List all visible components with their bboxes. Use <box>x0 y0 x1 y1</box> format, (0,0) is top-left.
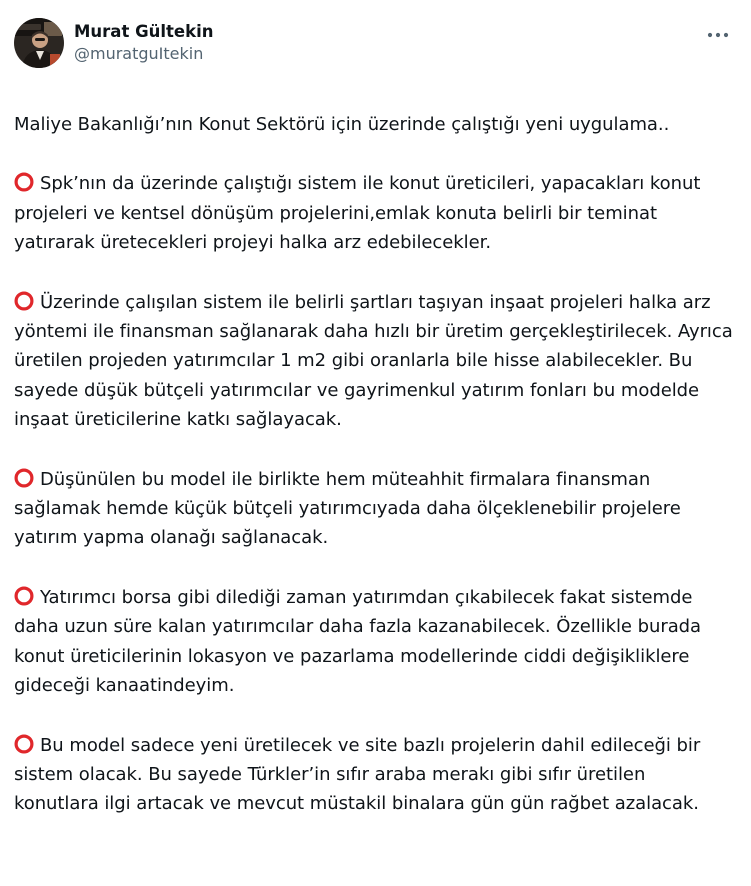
tweet-point <box>14 169 735 257</box>
author-display-name[interactable]: Murat Gültekin <box>74 22 214 41</box>
avatar[interactable] <box>14 18 64 68</box>
more-options-button[interactable] <box>703 20 733 50</box>
heavy-large-circle-icon <box>14 291 34 311</box>
tweet-point-text: Bu model sadece yeni üretilecek ve site bazlı projelerin dahil edileceği bir sistem olacak. Bu sayede Türkler’in sıfır araba merakı gibi sıfır üretilen konutlara ilgi artacak ve mevcut müstakil binalara gün gün rağbet azalacak. <box>14 734 701 815</box>
tweet-point <box>14 465 735 553</box>
author-handle[interactable]: @muratguItekin <box>74 44 204 63</box>
tweet-point <box>14 731 735 819</box>
heavy-large-circle-icon <box>14 172 34 192</box>
tweet-header <box>14 18 735 76</box>
avatar-photo-icon <box>14 18 64 68</box>
author-names <box>74 21 213 65</box>
heavy-large-circle-icon <box>14 468 34 488</box>
heavy-large-circle-icon <box>14 586 34 606</box>
tweet-point <box>14 288 735 435</box>
tweet-point-text: Spk’nın da üzerinde çalıştığı sistem ile konut üreticileri, yapacakları konut projeleri ve kentsel dönüşüm projelerini,emlak konuta belirli bir teminat yatırarak üretecekleri projeyi halka arz edebilecekler. <box>14 173 701 254</box>
heavy-large-circle-icon <box>14 734 34 754</box>
tweet-point-text: Üzerinde çalışılan sistem ile belirli şartları taşıyan inşaat projeleri halka arz yöntemi ile finansman sağlanarak daha hızlı bir üretim gerçekleştirilecek. Ayrıca üretilen projeden yatırımcılar 1 m2 gibi oranlarla bile hisse alabilecekler. Bu sayede düşük bütçeli yatırımcılar ve gayrimenkul yatırım fonları bu modelde inşaat üreticilerine katkı sağlayacak. <box>14 291 733 431</box>
tweet-text <box>14 110 735 819</box>
tweet-point-text: Yatırımcı borsa gibi dilediği zaman yatırımdan çıkabilecek fakat sistemde daha uzun süre kalan yatırımcılar daha fazla kazanabilecek. Özellikle burada konut üreticilerinin lokasyon ve pazarlama modellerinde ciddi değişikliklere gideceği kanaatindeyim. <box>14 586 702 697</box>
tweet-point-text: Düşünülen bu model ile birlikte hem müteahhit firmalara finansman sağlamak hemde küçük bütçeli yatırımcıyada daha ölçeklenebilir projelere yatırım yapma olanağı sağlanacak. <box>14 468 681 549</box>
tweet-intro: Maliye Bakanlığı’nın Konut Sektörü için üzerinde çalıştığı yeni uygulama.. <box>14 114 670 135</box>
tweet-point <box>14 583 735 701</box>
more-dots-icon <box>707 32 729 38</box>
